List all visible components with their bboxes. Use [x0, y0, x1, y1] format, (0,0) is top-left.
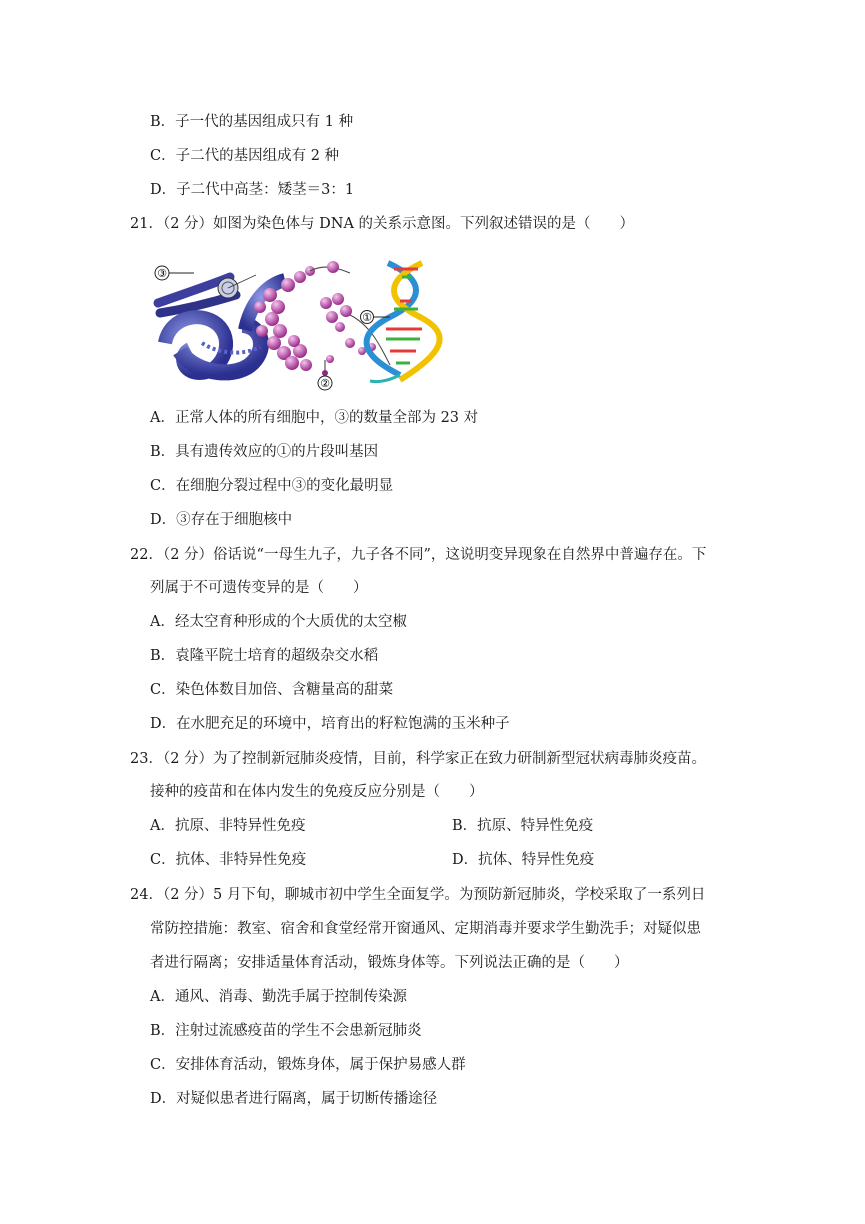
- q21-stem: 21．（2 分）如图为染色体与 DNA 的关系示意图。下列叙述错误的是（ ）: [130, 216, 635, 232]
- q21-option-b: B．具有遗传效应的①的片段叫基因: [150, 444, 379, 460]
- q23-option-b: B．抗原、特异性免疫: [452, 818, 594, 834]
- q23-option-a: A．抗原、非特异性免疫: [150, 818, 306, 834]
- label-3: ③: [157, 267, 167, 280]
- label-2: ②: [320, 377, 330, 390]
- q22-option-d: D．在水肥充足的环境中，培育出的籽粒饱满的玉米种子: [150, 716, 510, 732]
- q24-stem-cont-1: 常防控措施：教室、宿舍和食堂经常开窗通风、定期消毒并要求学生勤洗手；对疑似患: [150, 921, 701, 937]
- q23-stem-cont: 接种的疫苗和在体内发生的免疫反应分别是（ ）: [150, 784, 484, 800]
- q24-option-d: D．对疑似患者进行隔离，属于切断传播途径: [150, 1091, 438, 1107]
- chromosome-shape: [158, 275, 256, 313]
- q20-option-c: C．子二代的基因组成有 2 种: [150, 148, 340, 164]
- q21-option-c: C．在细胞分裂过程中③的变化最明显: [150, 478, 394, 494]
- q21-option-a: A．正常人体的所有细胞中，③的数量全部为 23 对: [150, 410, 479, 426]
- q24-option-a: A．通风、消毒、勤洗手属于控制传染源: [150, 989, 407, 1005]
- q24-option-c: C．安排体育活动，锻炼身体，属于保护易感人群: [150, 1057, 466, 1073]
- label-1: ①: [362, 311, 372, 324]
- dna-double-helix: [367, 263, 440, 382]
- q22-option-a: A．经太空育种形成的个大质优的太空椒: [150, 614, 407, 630]
- q22-option-b: B．袁隆平院士培育的超级杂交水稻: [150, 648, 379, 664]
- q23-option-c: C．抗体、非特异性免疫: [150, 852, 307, 868]
- q23-option-d: D．抗体、特异性免疫: [452, 852, 595, 868]
- chromosome-dna-diagram: [150, 255, 445, 395]
- q24-stem-cont-2: 者进行隔离；安排适量体育活动，锻炼身体等。下列说法正确的是（ ）: [150, 955, 629, 971]
- q23-stem: 23．（2 分）为了控制新冠肺炎疫情，目前，科学家正在致力研制新型冠状病毒肺炎疫苗。: [130, 751, 707, 767]
- q20-option-d: D．子二代中高茎：矮茎＝3：1: [150, 182, 355, 198]
- q24-stem: 24．（2 分）5 月下旬，聊城市初中学生全面复学。为预防新冠肺炎，学校采取了一系列日: [130, 887, 706, 903]
- q24-option-b: B．注射过流感疫苗的学生不会患新冠肺炎: [150, 1023, 422, 1039]
- q22-option-c: C．染色体数目加倍、含糖量高的甜菜: [150, 682, 394, 698]
- q22-stem-cont: 列属于不可遗传变异的是（ ）: [150, 580, 368, 596]
- q22-stem: 22．（2 分）俗话说“一母生九子，九子各不同”，这说明变异现象在自然界中普遍存在。下: [130, 547, 707, 563]
- q21-option-d: D．③存在于细胞核中: [150, 512, 293, 528]
- q20-option-b: B．子一代的基因组成只有 1 种: [150, 114, 354, 130]
